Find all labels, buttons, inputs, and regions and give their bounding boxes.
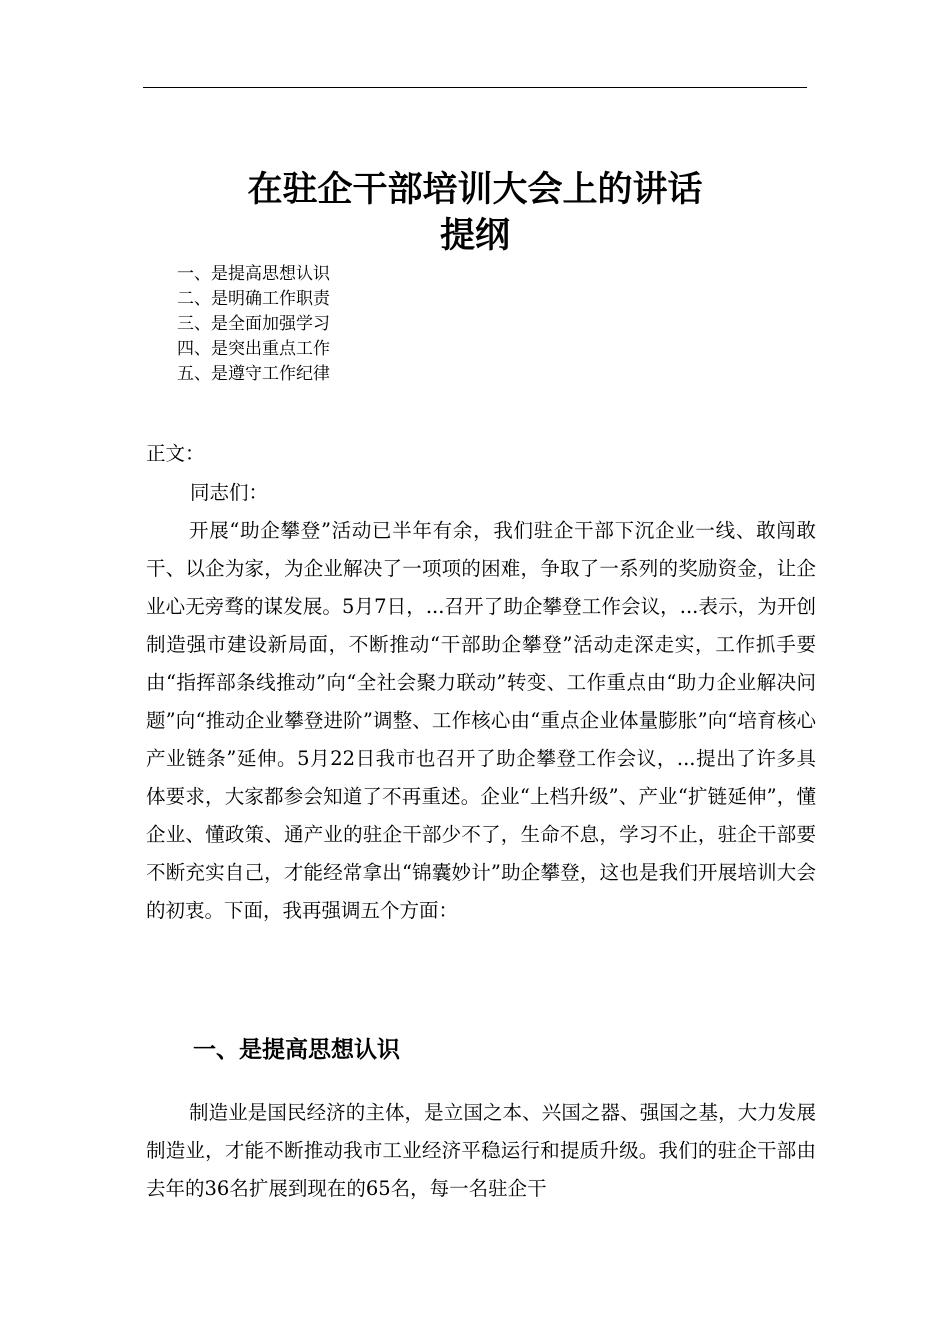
salutation: 同志们： — [190, 481, 269, 504]
document-subtitle: 提纲 — [439, 216, 510, 256]
outline-item: 四、是突出重点工作 — [177, 339, 330, 359]
outline-item: 三、是全面加强学习 — [177, 314, 330, 334]
section-heading: 一、是提高思想认识 — [193, 1037, 400, 1063]
document-title: 在驻企干部培训大会上的讲话 — [247, 170, 703, 210]
body-paragraph: 制造业是国民经济的主体，是立国之本、兴国之器、强国之基，大力发展制造业，才能不断推动我市工业经济平稳运行和提质升级。我们的驻企干部由去年的36名扩展到现在的65名，每一名驻企干 — [146, 1101, 816, 1200]
outline-list — [177, 262, 330, 387]
outline-item: 五、是遵守工作纪律 — [177, 364, 330, 384]
outline-item: 二、是明确工作职责 — [177, 289, 330, 309]
outline-item: 一、是提高思想认识 — [177, 264, 330, 284]
body-paragraph: 开展“助企攀登”活动已半年有余，我们驻企干部下沉企业一线、敢闯敢干、以企为家，为企业解决了一项项的困难，争取了一系列的奖励资金，让企业心无旁骛的谋发展。5月7日，...召开了助企攀登工作会议，...表示，为开创制造强市建设新局面，不断推动“干部助企攀登”活动走深走实，工作抓手要由“指挥部条线推动”向“全社会聚力联动”转变、工作重点由“助力企业解决问题”向“推动企业攀登进阶”调整、工作核心由“重点企业体量膨胀”向“培育核心产业链条”延伸。5月22日我市也召开了助企攀登工作会议，...提出了许多具体要求，大家都参会知道了不再重述。企业“上档升级”、产业“扩链延伸”，懂企业、懂政策、通产业的驻企干部少不了，生命不息，学习不止，驻企干部要不断充实自己，才能经常拿出“锦囊妙计”助企攀登，这也是我们开展培训大会的初衷。下面，我再强调五个方面： — [146, 519, 816, 922]
body-label: 正文： — [146, 442, 205, 465]
header-rule — [143, 87, 807, 88]
